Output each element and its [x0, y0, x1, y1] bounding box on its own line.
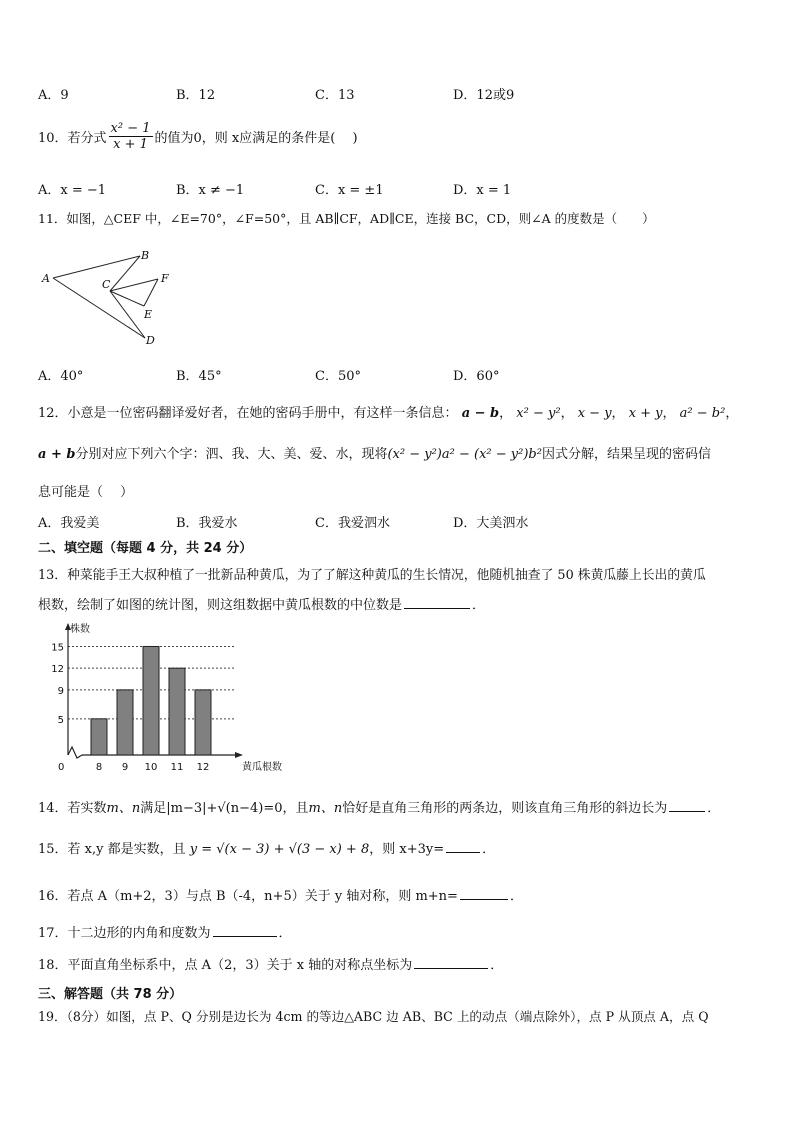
q14-suffix: 恰好是直角三角形的两条边，则该直角三角形的斜边长为 — [342, 801, 668, 816]
q9-option-c: C．13 — [315, 88, 355, 103]
q14-prefix: 14．若实数 — [38, 801, 107, 816]
q18-period: ． — [490, 958, 504, 973]
bar-8 — [91, 719, 107, 755]
label-a: A — [42, 272, 50, 285]
q9-option-b: B．12 — [176, 88, 216, 103]
question-15 — [38, 838, 495, 857]
q11-option-c: C．50° — [315, 369, 361, 384]
segment-bc — [110, 256, 140, 291]
y-tick-label-15: 15 — [51, 642, 64, 654]
q11-option-b: B．45° — [176, 369, 222, 384]
q11-option-d: D．60° — [453, 369, 500, 384]
origin-label: 0 — [58, 762, 65, 773]
x-tick-label-9: 9 — [121, 762, 129, 773]
q10-suffix: 的值为0，则 x应满足的条件是( ) — [154, 131, 358, 146]
y-tick-label-12: 12 — [51, 664, 64, 676]
question-18 — [38, 954, 503, 973]
q12-expr-a-minus-b: a − b — [461, 406, 500, 421]
q12-expr-a2-minus-b2: a² − b² — [679, 406, 726, 421]
q10-option-b: B．x ≠ −1 — [176, 183, 245, 198]
axis-break — [68, 747, 82, 758]
q13-bar-chart — [30, 620, 300, 780]
bar-10 — [143, 646, 159, 755]
q12-option-c: C．我爱泗水 — [315, 516, 390, 531]
segment-ad — [53, 278, 145, 338]
q12-option-b: B．我爱水 — [176, 516, 238, 531]
segment-ab — [53, 256, 140, 278]
q11-option-a: A．40° — [38, 369, 84, 384]
q12-option-a: A．我爱美 — [38, 516, 100, 531]
q14-condition: 满足|m−3|+√(n−4)=0，且 — [140, 801, 309, 816]
q11-figure — [38, 246, 178, 350]
q12-main-expression: (x² − y²)a² − (x² − y²)b² — [387, 447, 542, 462]
q10-option-d: D．x = 1 — [453, 183, 512, 198]
question-13-line-1: 13．种菜能手王大叔种植了一批新品种黄瓜，为了了解这种黄瓜的生长情况，他随机抽查了 50 株黄瓜藤上长出的黄瓜 — [38, 568, 706, 583]
q13-line2-text: 根数，绘制了如图的统计图，则这组数据中黄瓜根数的中位数是 — [38, 598, 403, 613]
question-10 — [38, 121, 358, 152]
q17-period: ． — [278, 926, 292, 941]
q12-line1-text: 12．小意是一位密码翻译爱好者，在她的密码手册中，有这样一条信息： — [38, 406, 458, 421]
x-tick-label-8: 8 — [95, 762, 103, 773]
q10-numerator: x² − 1 — [110, 121, 151, 136]
q17-text: 17．十二边形的内角和度数为 — [38, 926, 211, 941]
q12-expr-x-plus-y: x + y — [628, 406, 663, 421]
label-c: C — [102, 278, 111, 291]
q10-option-a: A．x = −1 — [38, 183, 107, 198]
q16-answer-blank[interactable] — [460, 887, 508, 900]
q15-suffix: ，则 x+3y= — [369, 842, 445, 857]
x-tick-label-12: 12 — [196, 762, 210, 773]
q10-option-c: C．x = ±1 — [315, 183, 384, 198]
q12-expr-x2-minus-y2: x² − y² — [516, 406, 561, 421]
label-d: D — [146, 334, 155, 347]
q16-text: 16．若点 A（m+2，3）与点 B（-4，n+5）关于 y 轴对称，则 m+n= — [38, 889, 458, 904]
q17-answer-blank[interactable] — [213, 924, 277, 937]
q13-period: ． — [472, 598, 486, 613]
question-13-line-2 — [38, 594, 485, 613]
q9-option-d: D．12或9 — [453, 88, 515, 103]
x-tick-label-10: 10 — [144, 762, 158, 773]
label-b: B — [141, 249, 150, 262]
x-tick-label-11: 11 — [170, 762, 184, 773]
question-12-line-2 — [38, 443, 711, 462]
q15-period: ． — [482, 842, 496, 857]
q12-expr-a-plus-b: a + b — [38, 447, 76, 462]
question-12-line-1: 12．小意是一位密码翻译爱好者，在她的密码手册中，有这样一条信息： a − b， x² − y²， x − y， x + y， a² − b²， — [38, 406, 739, 421]
question-19: 19．（8分）如图，点 P、Q 分别是边长为 4cm 的等边△ABC 边 AB、BC 上的动点（端点除外），点 P 从顶点 A，点 Q — [38, 1009, 709, 1024]
y-tick-label-5: 5 — [57, 714, 64, 726]
q15-expression: y = √(x − 3) + √(3 − x) + 8 — [189, 842, 370, 857]
x-axis-arrow — [235, 752, 243, 758]
section-2-title: 二、填空题（每题 4 分，共 24 分） — [38, 541, 253, 556]
q12-line2-suffix: 因式分解，结果呈现的密码信 — [541, 447, 711, 462]
section-3-title: 三、解答题（共 78 分） — [38, 987, 183, 1002]
q12-option-d: D．大美泗水 — [453, 516, 529, 531]
q14-vars: m、n — [106, 801, 141, 816]
label-e: E — [144, 308, 153, 321]
q12-expr-x-minus-y: x − y — [577, 406, 612, 421]
q18-answer-blank[interactable] — [414, 956, 488, 969]
q14-vars-2: m、n — [308, 801, 343, 816]
q14-answer-blank[interactable] — [669, 799, 705, 812]
y-tick-label-9: 9 — [57, 685, 64, 697]
label-f: F — [161, 272, 169, 285]
q15-prefix: 15．若 x,y 都是实数，且 — [38, 842, 186, 857]
segment-ef — [144, 279, 158, 306]
q16-period: ． — [509, 889, 523, 904]
q18-text: 18．平面直角坐标系中，点 A（2，3）关于 x 轴的对称点坐标为 — [38, 958, 413, 973]
y-axis-label: 株数 — [70, 624, 90, 635]
bar-11 — [169, 668, 185, 755]
q10-prefix: 10．若分式 — [38, 131, 107, 146]
q10-denominator: x + 1 — [113, 137, 148, 152]
segment-cd — [110, 291, 145, 338]
question-12-line-3: 息可能是（ ） — [38, 485, 134, 500]
q9-option-a: A．9 — [38, 88, 69, 103]
q14-period: ． — [707, 801, 721, 816]
q15-answer-blank[interactable] — [446, 840, 480, 853]
bar-12 — [195, 690, 211, 755]
question-17 — [38, 922, 292, 941]
question-11: 11．如图，△CEF 中，∠E=70°，∠F=50°，且 AB∥CF，AD∥CE，连接 BC，CD，则∠A 的度数是（ ） — [38, 211, 655, 226]
segment-cf — [110, 279, 158, 291]
q10-fraction — [109, 121, 153, 152]
bar-9 — [117, 690, 133, 755]
x-axis-label: 黄瓜根数 — [242, 762, 282, 773]
question-16 — [38, 885, 523, 904]
q12-line2-text: 分别对应下列六个字：泗、我、大、美、爱、水，现将 — [75, 447, 388, 462]
q13-answer-blank[interactable] — [404, 596, 470, 609]
question-14 — [38, 797, 720, 816]
